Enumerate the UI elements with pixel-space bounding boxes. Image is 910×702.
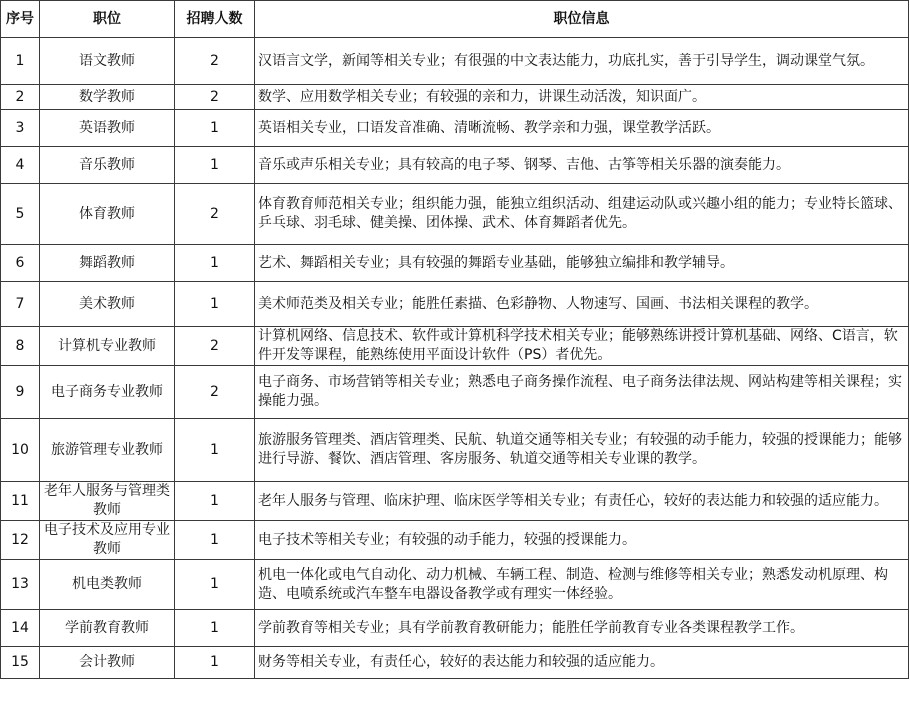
row-no-cell: 4 [1, 147, 40, 184]
row-no-cell: 7 [1, 282, 40, 327]
row-no-cell: 10 [1, 419, 40, 482]
row-info-cell: 学前教育等相关专业；具有学前教育教研能力；能胜任学前教育专业各类课程教学工作。 [255, 610, 909, 647]
row-count-cell: 2 [175, 366, 255, 419]
table-row [1, 184, 909, 245]
row-no-cell: 9 [1, 366, 40, 419]
table-row [1, 147, 909, 184]
row-position-cell: 学前教育教师 [40, 610, 175, 647]
row-position-cell: 计算机专业教师 [40, 327, 175, 366]
row-position-cell: 舞蹈教师 [40, 245, 175, 282]
header-count: 招聘人数 [175, 1, 255, 38]
row-count-cell: 1 [175, 147, 255, 184]
row-no-cell: 8 [1, 327, 40, 366]
row-info-cell: 旅游服务管理类、酒店管理类、民航、轨道交通等相关专业；有较强的动手能力，较强的授课能力；能够进行导游、餐饮、酒店管理、客房服务、轨道交通等相关专业课的教学。 [255, 419, 909, 482]
row-count-cell: 1 [175, 419, 255, 482]
row-position-cell: 电子商务专业教师 [40, 366, 175, 419]
row-no-cell: 14 [1, 610, 40, 647]
row-info-cell: 体育教育师范相关专业；组织能力强，能独立组织活动、组建运动队或兴趣小组的能力；专业特长篮球、乒乓球、羽毛球、健美操、团体操、武术、体育舞蹈者优先。 [255, 184, 909, 245]
row-count-cell: 2 [175, 38, 255, 85]
row-info-cell: 财务等相关专业，有责任心，较好的表达能力和较强的适应能力。 [255, 647, 909, 679]
row-info-cell: 英语相关专业，口语发音准确、清晰流畅、教学亲和力强，课堂教学活跃。 [255, 110, 909, 147]
row-count-cell: 1 [175, 282, 255, 327]
table-body [1, 38, 909, 679]
row-count-cell: 1 [175, 610, 255, 647]
table-row [1, 245, 909, 282]
table-row [1, 327, 909, 366]
row-info-cell: 音乐或声乐相关专业；具有较高的电子琴、钢琴、吉他、古筝等相关乐器的演奏能力。 [255, 147, 909, 184]
header-position: 职位 [40, 1, 175, 38]
row-position-cell: 体育教师 [40, 184, 175, 245]
row-info-cell: 艺术、舞蹈相关专业；具有较强的舞蹈专业基础，能够独立编排和教学辅导。 [255, 245, 909, 282]
row-no-cell: 5 [1, 184, 40, 245]
row-count-cell: 2 [175, 327, 255, 366]
row-position-cell: 电子技术及应用专业教师 [40, 521, 175, 560]
row-info-cell: 机电一体化或电气自动化、动力机械、车辆工程、制造、检测与维修等相关专业；熟悉发动机原理、构造、电喷系统或汽车整车电器设备教学或有理实一体经验。 [255, 560, 909, 610]
row-position-cell: 语文教师 [40, 38, 175, 85]
row-no-cell: 13 [1, 560, 40, 610]
table-row [1, 366, 909, 419]
row-position-cell: 英语教师 [40, 110, 175, 147]
row-info-cell: 老年人服务与管理、临床护理、临床医学等相关专业；有责任心，较好的表达能力和较强的适应能力。 [255, 482, 909, 521]
table-row [1, 647, 909, 679]
row-info-cell: 数学、应用数学相关专业；有较强的亲和力，讲课生动活泼，知识面广。 [255, 85, 909, 110]
row-position-cell: 数学教师 [40, 85, 175, 110]
row-info-cell: 汉语言文学，新闻等相关专业；有很强的中文表达能力，功底扎实，善于引导学生，调动课堂气氛。 [255, 38, 909, 85]
table-row [1, 85, 909, 110]
table-row [1, 419, 909, 482]
header-row [1, 1, 909, 38]
row-no-cell: 1 [1, 38, 40, 85]
row-position-cell: 会计教师 [40, 647, 175, 679]
table-row [1, 610, 909, 647]
table-row [1, 482, 909, 521]
row-info-cell: 计算机网络、信息技术、软件或计算机科学技术相关专业；能够熟练讲授计算机基础、网络、C语言，软件开发等课程，能熟练使用平面设计软件（PS）者优先。 [255, 327, 909, 366]
row-count-cell: 1 [175, 560, 255, 610]
row-info-cell: 美术师范类及相关专业；能胜任素描、色彩静物、人物速写、国画、书法相关课程的教学。 [255, 282, 909, 327]
row-no-cell: 3 [1, 110, 40, 147]
row-count-cell: 1 [175, 245, 255, 282]
row-no-cell: 11 [1, 482, 40, 521]
table-row [1, 38, 909, 85]
row-info-cell: 电子商务、市场营销等相关专业；熟悉电子商务操作流程、电子商务法律法规、网站构建等相关课程；实操能力强。 [255, 366, 909, 419]
row-count-cell: 2 [175, 85, 255, 110]
row-info-cell: 电子技术等相关专业；有较强的动手能力，较强的授课能力。 [255, 521, 909, 560]
row-position-cell: 美术教师 [40, 282, 175, 327]
row-count-cell: 1 [175, 110, 255, 147]
table-row [1, 282, 909, 327]
row-position-cell: 音乐教师 [40, 147, 175, 184]
row-no-cell: 12 [1, 521, 40, 560]
row-no-cell: 6 [1, 245, 40, 282]
table-row [1, 521, 909, 560]
row-count-cell: 1 [175, 482, 255, 521]
table-row [1, 560, 909, 610]
row-count-cell: 1 [175, 521, 255, 560]
row-position-cell: 老年人服务与管理类教师 [40, 482, 175, 521]
header-no: 序号 [1, 1, 40, 38]
row-no-cell: 2 [1, 85, 40, 110]
row-count-cell: 1 [175, 647, 255, 679]
row-position-cell: 机电类教师 [40, 560, 175, 610]
table-row [1, 110, 909, 147]
row-position-cell: 旅游管理专业教师 [40, 419, 175, 482]
header-info: 职位信息 [255, 1, 909, 38]
row-count-cell: 2 [175, 184, 255, 245]
row-no-cell: 15 [1, 647, 40, 679]
